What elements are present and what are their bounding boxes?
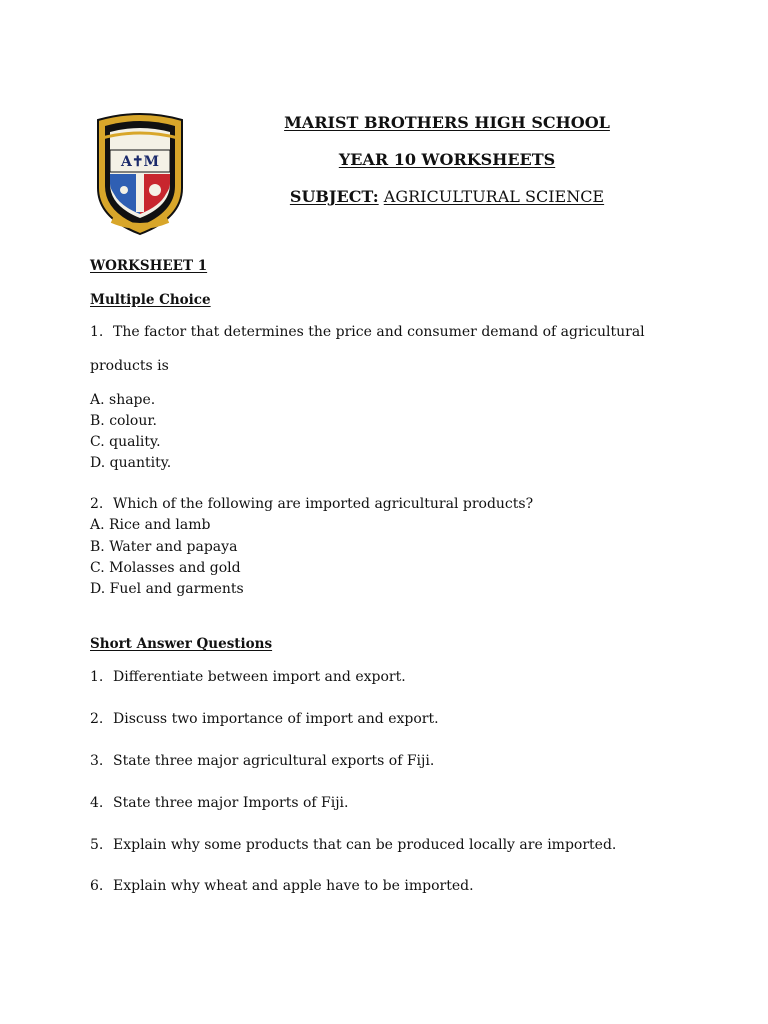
question-text: State three major agricultural exports of Fiji.: [113, 753, 435, 769]
short-answer-heading: Short Answer Questions: [90, 636, 273, 652]
question-text: Explain why some products that can be produced locally are imported.: [113, 837, 617, 853]
sa-question-3: [90, 753, 434, 769]
school-crest-logo: [92, 110, 188, 236]
mc-q2-option-c: C. Molasses and gold: [90, 560, 241, 576]
question-number: 6.: [90, 878, 104, 894]
question-text: Which of the following are imported agricultural products?: [113, 496, 534, 512]
mc-q1-option-c: C. quality.: [90, 434, 161, 450]
mc-q1-option-d: D. quantity.: [90, 455, 172, 471]
mc-question-1-continued: products is: [90, 358, 169, 374]
sa-question-5: [90, 837, 616, 853]
mc-q2-option-b: B. Water and papaya: [90, 539, 238, 555]
question-number: 1.: [90, 669, 104, 685]
mc-question-2: [90, 496, 533, 512]
question-text: State three major Imports of Fiji.: [113, 795, 349, 811]
subject-line: [240, 187, 654, 206]
mc-q2-option-a: A. Rice and lamb: [90, 517, 211, 533]
multiple-choice-heading: Multiple Choice: [90, 292, 211, 308]
question-text: Differentiate between import and export.: [113, 669, 406, 685]
question-number: 5.: [90, 837, 104, 853]
sa-question-4: [90, 795, 348, 811]
question-text: Discuss two importance of import and export.: [113, 711, 439, 727]
svg-text:A✝M: A✝M: [120, 154, 160, 170]
mc-question-1: [90, 324, 645, 340]
mc-q1-option-a: A. shape.: [90, 392, 156, 408]
sa-question-2: [90, 711, 439, 727]
year-worksheets-title: YEAR 10 WORKSHEETS: [338, 150, 556, 169]
subject-label: SUBJECT:: [289, 187, 379, 206]
question-number: 3.: [90, 753, 104, 769]
mc-q2-option-d: D. Fuel and garments: [90, 581, 244, 597]
question-number: 2.: [90, 496, 104, 512]
sa-question-6: [90, 878, 474, 894]
question-number: 2.: [90, 711, 104, 727]
question-text: The factor that determines the price and consumer demand of agricultural: [113, 324, 645, 340]
question-text: Explain why wheat and apple have to be imported.: [113, 878, 474, 894]
subject-value: AGRICULTURAL SCIENCE: [383, 187, 605, 206]
sa-question-1: [90, 669, 406, 685]
worksheet-title: WORKSHEET 1: [90, 258, 208, 274]
school-name: MARIST BROTHERS HIGH SCHOOL: [284, 113, 610, 132]
mc-q1-option-b: B. colour.: [90, 413, 157, 429]
question-number: 1.: [90, 324, 104, 340]
question-number: 4.: [90, 795, 104, 811]
